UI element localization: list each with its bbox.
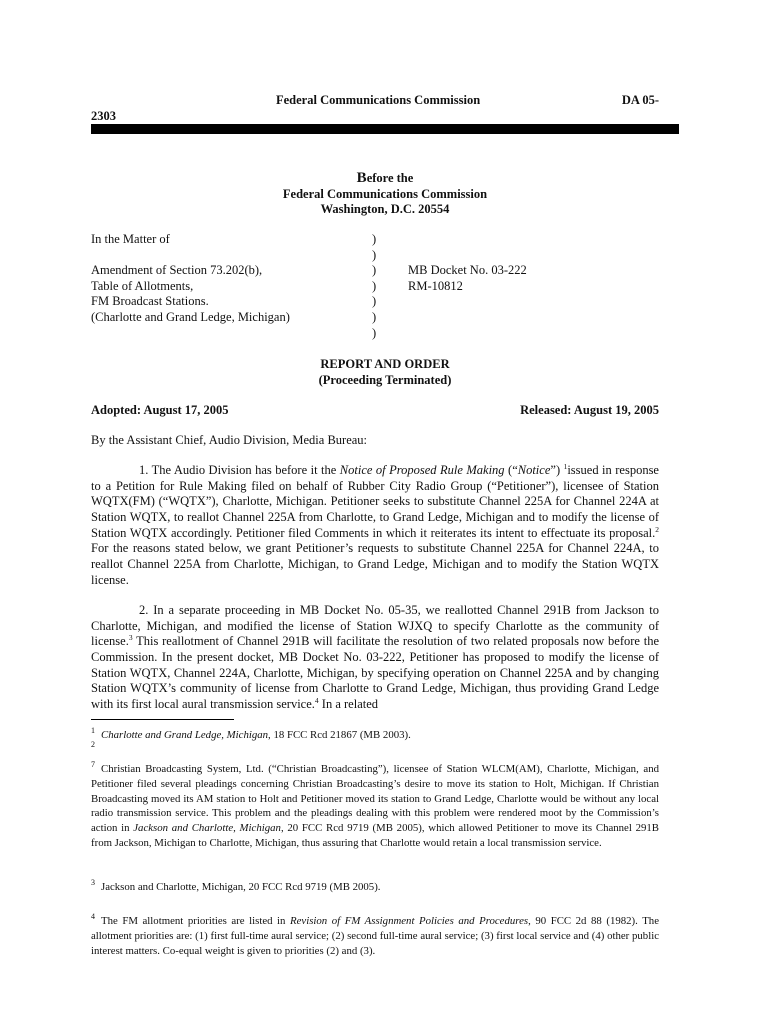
header-agency: Federal Communications Commission xyxy=(276,93,481,107)
footnote-text: Christian Broadcasting System, Ltd. (“Christian Broadcasting”), licensee of Station WLCM(AM), Charlotte, Michigan, and Petitioner filed several pleadings concerning Christian Broadcasting’s desire to move its station to Holt, Michigan. If Christian Broadcasting moved its AM station to Holt and Petitioner moved its station to Grand Ledge, Charlotte would be without any local radio transmission service. This problem and the pleadings dealing with this problem were rendered moot by the Commission’s action in xyxy=(91,763,659,835)
header-da-label: DA 05- xyxy=(621,93,659,107)
released-date: Released: August 19, 2005 xyxy=(520,403,659,417)
report-subtitle: (Proceeding Terminated) xyxy=(318,372,452,387)
paragraph-2 xyxy=(91,603,659,713)
p2-text: In a related xyxy=(318,696,379,711)
dates-row xyxy=(91,403,659,419)
paren: ) xyxy=(372,309,377,324)
footnote-italic: Revision of FM Assignment Policies and Procedures xyxy=(290,915,529,927)
matter-line: FM Broadcast Stations. xyxy=(91,294,209,309)
before-the xyxy=(91,171,679,187)
paren: ) xyxy=(372,232,377,246)
paren: ) xyxy=(372,325,377,340)
footnote-separator xyxy=(91,719,234,720)
p1-italic: Notice xyxy=(517,463,551,477)
paren: ) xyxy=(372,263,377,278)
footnote-mark: 3 xyxy=(91,878,95,888)
footnote-text: , 18 FCC Rcd 21867 (MB 2003). xyxy=(268,729,411,741)
running-header xyxy=(91,93,659,109)
p1-text: 1. The Audio Division has before it the xyxy=(139,463,340,477)
footnote-ref[interactable]: 2 xyxy=(655,524,659,534)
caption-agency: Federal Communications Commission xyxy=(282,186,488,201)
p1-text: ”) xyxy=(550,463,564,477)
footnote-mark: 1 xyxy=(91,726,95,736)
p1-text: (“ xyxy=(504,463,518,477)
header-rule xyxy=(91,124,679,134)
matter-line: Table of Allotments, xyxy=(91,278,194,293)
footnote-italic: Jackson and Charlotte, Michigan xyxy=(133,822,281,835)
footnote-text: , 90 FCC 2d 88 (1982). The allotment priorities are: (1) first full-time aural service; (2) second full-time aural service; (3) first local service and (4) other public interest matters. Co-equal weight is given to priorities (2) and (3). xyxy=(91,915,659,957)
paren: ) xyxy=(372,247,377,262)
p1-italic: Notice of Proposed Rule Making xyxy=(339,463,505,477)
footnote-3 xyxy=(91,880,659,895)
report-title-block xyxy=(91,357,679,388)
footnote-italic: Charlotte and Grand Ledge, Michigan xyxy=(101,729,269,741)
header-da-number: 2303 xyxy=(91,109,116,123)
footnote-ref[interactable]: 4 xyxy=(314,695,319,705)
footnote-text: The FM allotment priorities are listed in xyxy=(101,915,291,927)
paren: ) xyxy=(372,278,377,293)
footnote-2 xyxy=(91,742,659,757)
p1-text: For the reasons stated below, we grant Petitioner’s requests to substitute Channel 225A for Channel 224A, to reallot Channel 225A from Charlotte, Michigan, to Grand Ledge, Michigan and to modify the Station WQTX license. xyxy=(91,541,659,587)
docket-block xyxy=(408,263,527,294)
docket-number: MB Docket No. 03-222 xyxy=(408,263,527,277)
footnote-text: Jackson and Charlotte, Michigan, 20 FCC Rcd 9719 (MB 2005). xyxy=(101,881,381,893)
rm-number: RM-10812 xyxy=(408,278,463,293)
footnote-ref[interactable]: 1 xyxy=(563,461,568,471)
report-title: REPORT AND ORDER xyxy=(320,357,450,371)
p2-text: 2. In a separate proceeding in MB Docket No. 05-35, we reallotted Channel 291B from Jackson to Charlotte, Michigan, and modified the license of Station WJXQ to specify Charlotte as the community of license. xyxy=(91,603,659,649)
footnote-mark: 4 xyxy=(91,912,95,922)
matter-line xyxy=(91,248,290,264)
paren: ) xyxy=(372,294,377,309)
matter-line: In the Matter of xyxy=(91,232,170,246)
footnote-1 xyxy=(91,728,659,743)
matter-line: (Charlotte and Grand Ledge, Michigan) xyxy=(91,309,290,324)
p1-text: issued in response to a Petition for Rule Making filed on behalf of Rubber City Radio Group (“Petitioner”), licensee of Station WQTX(FM) (“WQTX”), Charlotte, Michigan. Petitioner seeks to substitute Channel 225A for Channel 224A at Station WQTX, to reallot Channel 225A from Charlotte, to Grand Ledge, Michigan and to modify the license of Station WQTX accordingly. Petitioner filed Comments in which it reiterates its intent to effectuate its proposal. xyxy=(91,463,659,540)
footnote-7 xyxy=(91,762,659,851)
footnote-text: , 20 FCC Rcd 9719 (MB 2005), which allowed Petitioner to move its Channel 291B from Jackson, Michigan to Charlotte, Michigan, thus assuring that Charlotte would retain a local transmission service. xyxy=(91,822,659,849)
before-initial: B xyxy=(356,170,367,186)
footnote-ref[interactable]: 3 xyxy=(128,633,133,643)
paragraph-1 xyxy=(91,463,659,588)
footnote-mark: 2 xyxy=(91,740,95,750)
by-line: By the Assistant Chief, Audio Division, Media Bureau: xyxy=(91,433,368,447)
caption-block xyxy=(91,171,679,218)
footnote-mark: 7 xyxy=(91,760,95,770)
matter-block xyxy=(91,232,290,326)
caption-location: Washington, D.C. 20554 xyxy=(320,202,450,216)
footnote-4 xyxy=(91,914,659,958)
matter-line: Amendment of Section 73.202(b), xyxy=(91,263,263,278)
before-rest: efore the xyxy=(366,171,414,185)
p2-text: This reallotment of Channel 291B will facilitate the resolution of two related proposals now before the Commission. In the present docket, MB Docket No. 03-222, Petitioner has proposed to modify the license of Station WQTX, Channel 224A, Charlotte, Michigan, by specifying operation on Channel 225A and by changing Station WQTX’s community of license from Charlotte to Grand Ledge, Michigan, thus providing Grand Ledge with its first local aural transmission service. xyxy=(91,634,659,711)
adopted-date: Adopted: August 17, 2005 xyxy=(91,403,229,417)
caption-parens xyxy=(372,232,376,341)
